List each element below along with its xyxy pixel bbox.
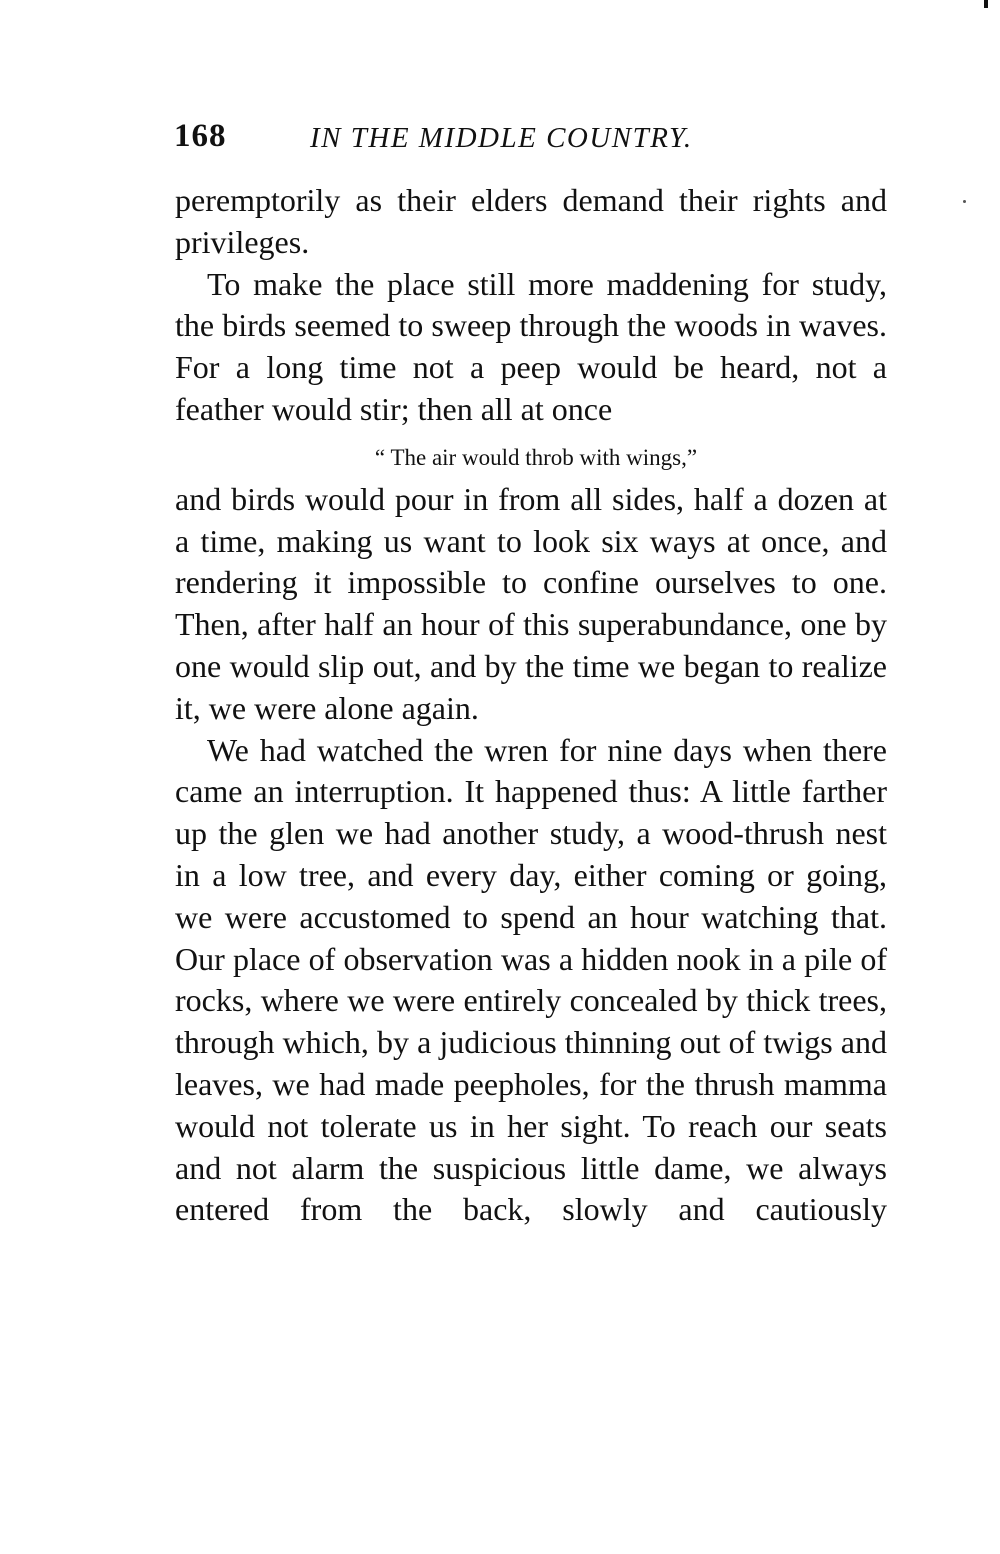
body-text — [175, 180, 887, 1231]
scan-mark — [984, 0, 988, 8]
paragraph: To make the place still more maddening for study, the birds seemed to sweep through the woods in waves. For a long time not a peep would be heard, not a feather would stir; then all at once — [175, 265, 887, 427]
paragraph-continued: peremptorily as their elders demand their rights and privileges. — [175, 182, 887, 260]
running-title: IN THE MIDDLE COUNTRY. — [310, 122, 693, 154]
verse-quote: “ The air would throb with wings,” — [374, 444, 698, 470]
page-header — [174, 118, 894, 164]
scan-speck — [963, 200, 966, 203]
paragraph: We had watched the wren for nine days when there came an interruption. It happened thus: A little farther up the glen we had another study, a wood-thrush nest in a low tree, and every day, either coming or going, we were accustomed to spend an hour watching that. Our place of observation was a hidden nook in a pile of rocks, where we were entirely concealed by thick trees, through which, by a judicious thinning out of twigs and leaves, we had made peepholes, for the thrush mamma would not tolerate us in her sight. To reach our seats and not alarm the suspicious little dame, we always entered from the back, slowly and cautiously — [175, 731, 887, 1228]
page-number: 168 — [174, 118, 227, 154]
paragraph: and birds would pour in from all sides, half a dozen at a time, making us want to look six ways at once, and rendering it impossible to confine ourselves to one. Then, after half an hour of this superabundance, one by one would slip out, and by the time we began to realize it, we were alone again. — [175, 480, 887, 726]
